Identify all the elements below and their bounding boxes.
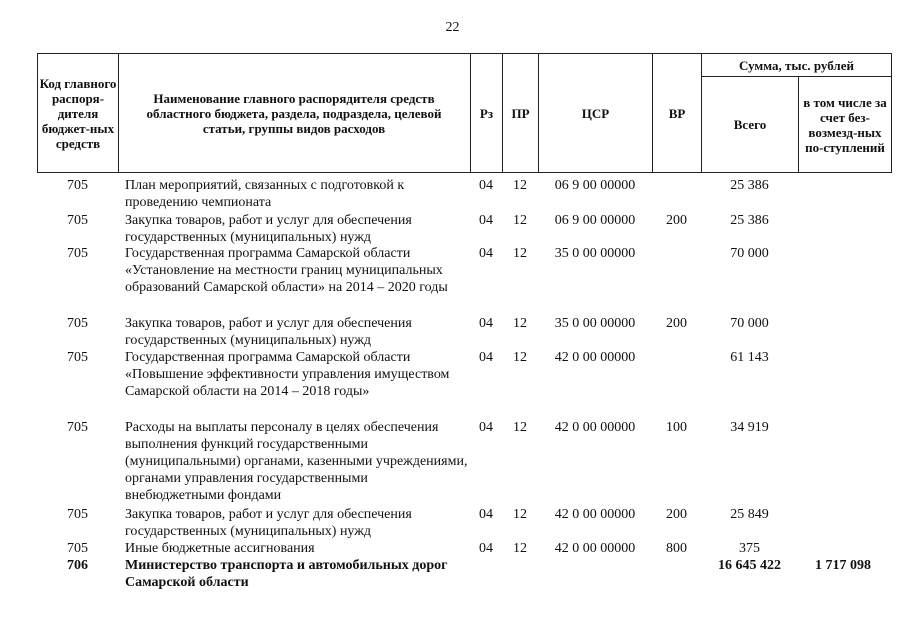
row-total: 61 143	[730, 350, 769, 365]
header-pr: ПР	[511, 105, 530, 121]
row-csr: 35 0 00 00000	[554, 246, 636, 261]
row-csr: 06 9 00 00000	[554, 178, 636, 193]
header-name: Наименование главного распорядителя средств областного бюджета, раздела, подраздела, целевой статьи, группы видов расходов	[146, 90, 442, 136]
row-vr: 800	[666, 541, 687, 556]
header-free: в том числе за счет без-возмезд-ных по-ступлений	[803, 94, 887, 155]
row-csr: 42 0 00 00000	[554, 420, 636, 435]
row-csr: 42 0 00 00000	[554, 350, 636, 365]
row-csr: 42 0 00 00000	[554, 507, 636, 522]
row-pr: 12	[513, 316, 527, 331]
row-rz: 04	[479, 420, 493, 435]
row-csr: 42 0 00 00000	[554, 541, 636, 556]
row-name: Закупка товаров, работ и услуг для обеспечения государственных (муниципальных) нужд	[125, 316, 412, 348]
row-csr: 35 0 00 00000	[554, 316, 636, 331]
header-sum: Сумма, тыс. рублей	[739, 57, 854, 73]
row-total: 25 386	[730, 213, 769, 228]
row-code: 705	[67, 541, 88, 556]
row-vr: 200	[666, 316, 687, 331]
row-rz: 04	[479, 350, 493, 365]
row-rz: 04	[479, 246, 493, 261]
row-pr: 12	[513, 178, 527, 193]
row-pr: 12	[513, 420, 527, 435]
row-total: 375	[739, 541, 760, 556]
row-code: 705	[67, 178, 88, 193]
row-name: Государственная программа Самарской области «Установление на местности границ муниципальных образований Самарской области» на 2014 – 2020 годы	[125, 246, 448, 295]
row-name: Расходы на выплаты персоналу в целях обеспечения выполнения функций государственными (муниципальными) органами, казенными учреждениями, органами управления государственными внебюджетными фондами	[125, 420, 468, 503]
row-vr: 100	[666, 420, 687, 435]
row-code: 705	[67, 316, 88, 331]
row-code: 705	[67, 350, 88, 365]
row-rz: 04	[479, 316, 493, 331]
header-bottom-border	[37, 172, 892, 173]
row-total: 34 919	[730, 420, 769, 435]
row-total: 25 849	[730, 507, 769, 522]
row-vr: 200	[666, 507, 687, 522]
row-free: 1 717 098	[815, 558, 871, 573]
row-code: 705	[67, 246, 88, 261]
header-divider	[118, 53, 119, 173]
row-name: План мероприятий, связанных с подготовкой к проведению чемпионата	[125, 178, 405, 210]
row-total: 70 000	[730, 246, 769, 261]
header-total: Всего	[733, 117, 767, 132]
header-code: Код главного распоря-дителя бюджет-ных средств	[39, 75, 117, 151]
row-pr: 12	[513, 350, 527, 365]
row-total: 16 645 422	[718, 558, 781, 573]
row-pr: 12	[513, 213, 527, 228]
row-total: 70 000	[730, 316, 769, 331]
row-rz: 04	[479, 541, 493, 556]
row-name: Государственная программа Самарской области «Повышение эффективности управления имуществом Самарской области на 2014 – 2018 годы»	[125, 350, 450, 399]
header-rz: Рз	[479, 105, 494, 121]
row-rz: 04	[479, 178, 493, 193]
row-code: 705	[67, 213, 88, 228]
row-name: Закупка товаров, работ и услуг для обеспечения государственных (муниципальных) нужд	[125, 507, 412, 539]
row-rz: 04	[479, 213, 493, 228]
row-rz: 04	[479, 507, 493, 522]
row-code: 705	[67, 420, 88, 435]
row-code: 706	[67, 558, 88, 573]
row-vr: 200	[666, 213, 687, 228]
row-code: 705	[67, 507, 88, 522]
row-name: Закупка товаров, работ и услуг для обеспечения государственных (муниципальных) нужд	[125, 213, 412, 245]
row-name: Иные бюджетные ассигнования	[125, 541, 315, 556]
header-csr: ЦСР	[581, 105, 610, 121]
row-total: 25 386	[730, 178, 769, 193]
row-csr: 06 9 00 00000	[554, 213, 636, 228]
row-pr: 12	[513, 541, 527, 556]
header-vr: ВР	[668, 105, 686, 121]
row-pr: 12	[513, 507, 527, 522]
row-pr: 12	[513, 246, 527, 261]
page-number: 22	[445, 20, 460, 35]
header-right-border	[891, 53, 892, 173]
row-name: Министерство транспорта и автомобильных дорог Самарской области	[125, 558, 448, 590]
